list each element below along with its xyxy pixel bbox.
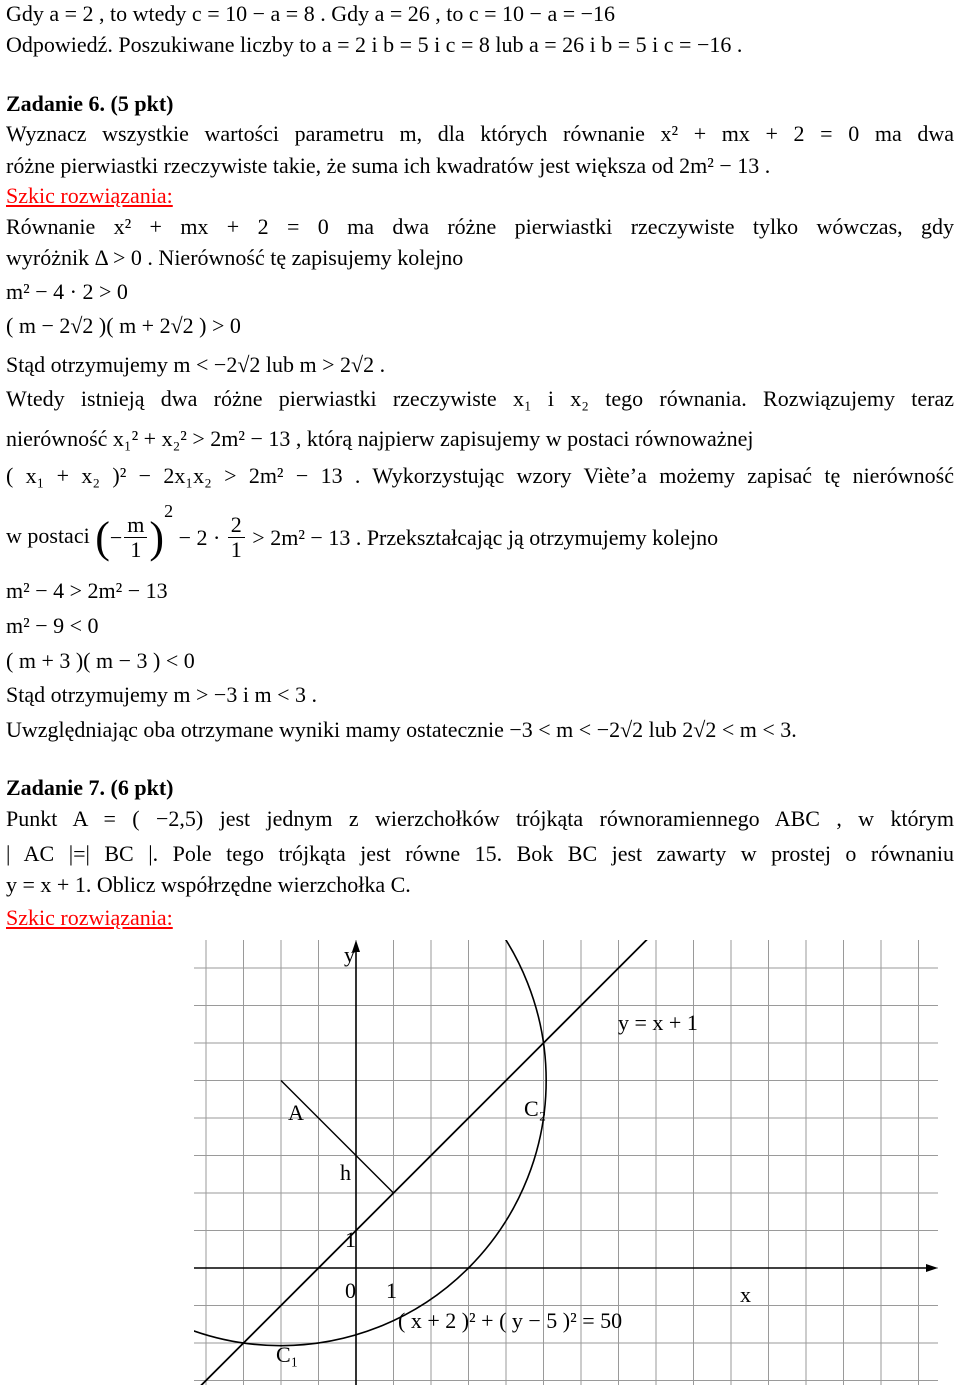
eq-line-3: m² − 4 > 2m² − 13 [6,578,168,603]
vieta-middle: − 2 · [178,525,221,551]
fraction-numerator: m [124,513,147,538]
eq-line-1: m² − 4 · 2 > 0 [6,279,128,304]
fraction-denominator-2: 1 [230,537,242,563]
task-7-line-3: y = x + 1. Oblicz współrzędne wierzchołka C. [6,872,411,897]
task-6-heading [6,90,173,118]
fraction-denominator: 1 [130,537,142,563]
vieta-prefix: w postaci [6,523,90,548]
height-label: h [340,1160,351,1185]
eq-line-4: m² − 9 < 0 [6,613,99,638]
open-paren: ( [95,512,110,562]
task-6-points: (5 pkt) [110,91,174,116]
coordinate-diagram [190,940,950,1385]
sol6-line-5: ( x₁ + x₂ )² − 2x₁x₂ > 2m² − 13 . Wykorzystując wzory Viète’a możemy zapisać tę nierówność [6,463,954,488]
circle-equation-label: ( x + 2 )² + ( y − 5 )² = 50 [398,1308,623,1333]
solution-heading-6: Szkic rozwiązania: [6,183,173,208]
vieta-line: w postaci (− $\frac{m}{1}$ )$^2$ − 2 · $\frac{2}{1}$ > 2m² − 13 . Przekształcając ją otrzymujemy kolejno [6,501,719,563]
solution-heading-7: Szkic rozwiązania: [6,905,173,930]
eq-line-2: ( m − 2√2 )( m + 2√2 ) > 0 [6,313,241,338]
eq-line-5: ( m + 3 )( m − 3 ) < 0 [6,648,195,673]
task-6-line-1: Wyznacz wszystkie wartości parametru m, dla których równanie x² + mx + 2 = 0 ma dwa [6,121,954,146]
task-7-line-2: | AC |=| BC |. Pole tego trójkąta jest równe 15. Bok BC jest zawarty w prostej o równaniu [6,841,954,866]
close-paren: ) [149,512,165,562]
point-c2-label: C₂ [524,1096,547,1121]
y-axis-label: y [344,942,355,967]
tick-zero: 0 [345,1278,356,1303]
x-axis-label: x [740,1282,751,1307]
sol6-final: Uwzględniając oba otrzymane wyniki mamy ostatecznie −3 < m < −2√2 lub 2√2 < m < 3. [6,717,797,742]
sol6-result-1: Stąd otrzymujemy m < −2√2 lub m > 2√2 . [6,352,386,377]
task-7-points: (6 pkt) [110,775,174,800]
height-segment [281,1081,394,1194]
sol6-line-4: nierówność x₁² + x₂² > 2m² − 13 , którą najpierw zapisujemy w postaci równoważnej [6,426,754,451]
answer-line: Odpowiedź. Poszukiwane liczby to a = 2 i b = 5 i c = 8 lub a = 26 i b = 5 i c = −16 . [6,32,743,57]
exponent: 2 [164,501,174,521]
x-axis-arrow [926,1264,938,1272]
sol6-line-1: Równanie x² + mx + 2 = 0 ma dwa różne pierwiastki rzeczywiste tylko wówczas, gdy [6,214,954,239]
fraction-m-over-1 [124,513,147,562]
vieta-suffix: > 2m² − 13 . Przekształcając ją otrzymujemy kolejno [252,525,719,551]
sol6-line-3: Wtedy istnieją dwa różne pierwiastki rzeczywiste x₁ i x₂ tego równania. Rozwiązujemy teraz [6,386,954,411]
task-7-line-1: Punkt A = ( −2,5) jest jednym z wierzchołków trójkąta równoramiennego ABC , w którym [6,806,954,831]
fraction-2-over-1 [228,513,245,562]
fraction-numerator-2: 2 [228,513,245,538]
tick-one-y: 1 [345,1227,356,1252]
task-6-title: Zadanie 6. [6,91,106,116]
line-equation-label: y = x + 1 [618,1010,698,1035]
sol6-line-2: wyróżnik Δ > 0 . Nierówność tę zapisujemy kolejno [6,245,464,270]
task-6-line-2: różne pierwiastki rzeczywiste takie, że suma ich kwadratów jest większa od 2m² − 13 . [6,153,771,178]
point-c1-label: C₁ [276,1342,299,1367]
point-a-label: A [288,1100,304,1125]
sol6-result-2: Stąd otrzymujemy m > −3 i m < 3 . [6,682,317,707]
tick-one-x: 1 [386,1278,397,1303]
task-7-title: Zadanie 7. [6,775,106,800]
task-7-heading [6,774,173,802]
text-line-1: Gdy a = 2 , to wtedy c = 10 − a = 8 . Gdy a = 26 , to c = 10 − a = −16 [6,1,616,26]
